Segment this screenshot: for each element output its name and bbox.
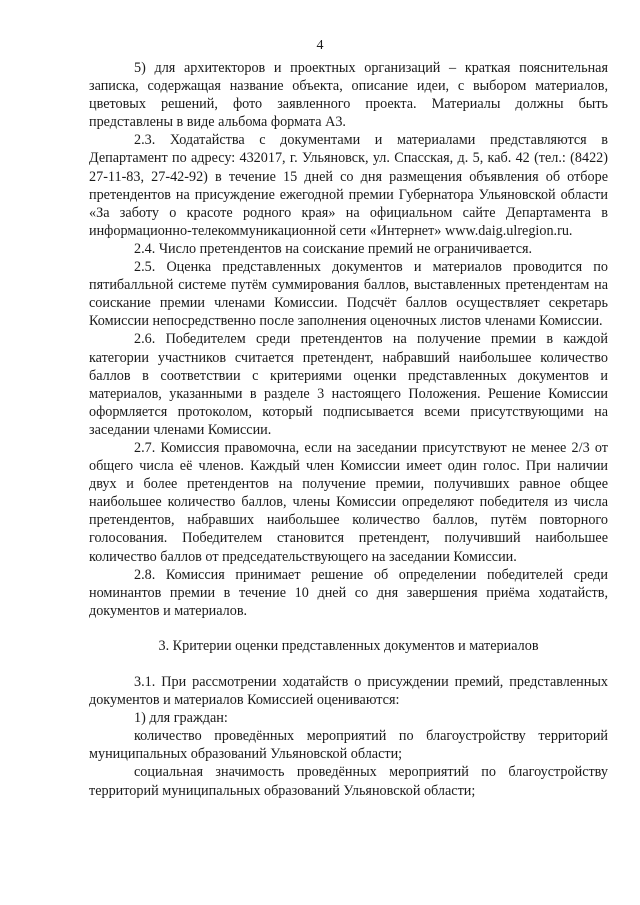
paragraph-2-5: 2.5. Оценка представленных документов и материалов проводится по пятибалльной системе путём суммирования баллов, выставленных претендентам на соискание премии членами Комиссии. Подсчёт баллов осуществляет секретарь Комиссии непосредственно после заполнения оценочных листов членами Комиссии. — [89, 259, 608, 330]
paragraph-criterion-significance: социальная значимость проведённых мероприятий по благоустройству территорий муниципальных образований Ульяновской области; — [89, 764, 608, 799]
paragraph-criterion-count: количество проведённых мероприятий по благоустройству территорий муниципальных образований Ульяновской области; — [89, 728, 608, 763]
paragraph-2-3: 2.3. Ходатайства с документами и материалами представляются в Департамент по адресу: 432017, г. Ульяновск, ул. Спасская, д. 5, каб. 42 (тел.: (8422) 27-11-83, 27-42-92) в течение 15 дней со дня размещения объявления об отборе претендентов на присуждение ежегодной премии Губернатора Ульяновской области «За заботу о красоте родного края» на официальном сайте Департамента в информационно-телекоммуникационной сети «Интернет» www.daig.ulregion.ru. — [89, 132, 608, 239]
document-body — [89, 59, 608, 800]
paragraph-citizens: 1) для граждан: — [134, 710, 228, 727]
paragraph-2-7: 2.7. Комиссия правомочна, если на заседании присутствуют не менее 2/3 от общего числа её членов. Каждый член Комиссии имеет один голос. При наличии двух и более претендентов на получение премии, получивших равное общее наибольшее количество баллов, члены Комиссии определяют победителя из числа претендентов, набравших наибольшее количество баллов, путём повторного голосования. Победителем становится претендент, получивший наибольшее количество баллов от председательствующего на заседании Комиссии. — [89, 439, 608, 565]
paragraph-3-1: 3.1. При рассмотрении ходатайств о присуждении премий, представленных документов и материалов Комиссией оцениваются: — [89, 674, 608, 709]
paragraph-item-5-architects: 5) для архитекторов и проектных организаций – краткая пояснительная записка, содержащая название объекта, описание идеи, с выбором материалов, цветовых решений, фото заявленного проекта. Материалы должны быть представлены в виде альбома формата А3. — [89, 60, 608, 131]
paragraph-2-6: 2.6. Победителем среди претендентов на получение премии в каждой категории участников считается претендент, набравший наибольшее количество баллов в соответствии с критериями оценки представленных документов и материалов, указанными в разделе 3 настоящего Положения. Решение Комиссии оформляется протоколом, который подписывается всеми присутствующими на заседании членами Комиссии. — [89, 331, 608, 438]
paragraph-2-8: 2.8. Комиссия принимает решение об определении победителей среди номинантов премии в течение 10 дней со дня завершения приёма ходатайств, документов и материалов. — [89, 566, 608, 619]
page-number: 4 — [316, 38, 324, 53]
section-heading: 3. Критерии оценки представленных документов и материалов — [158, 637, 539, 654]
paragraph-2-4: 2.4. Число претендентов на соискание премий не ограничивается. — [134, 240, 533, 257]
